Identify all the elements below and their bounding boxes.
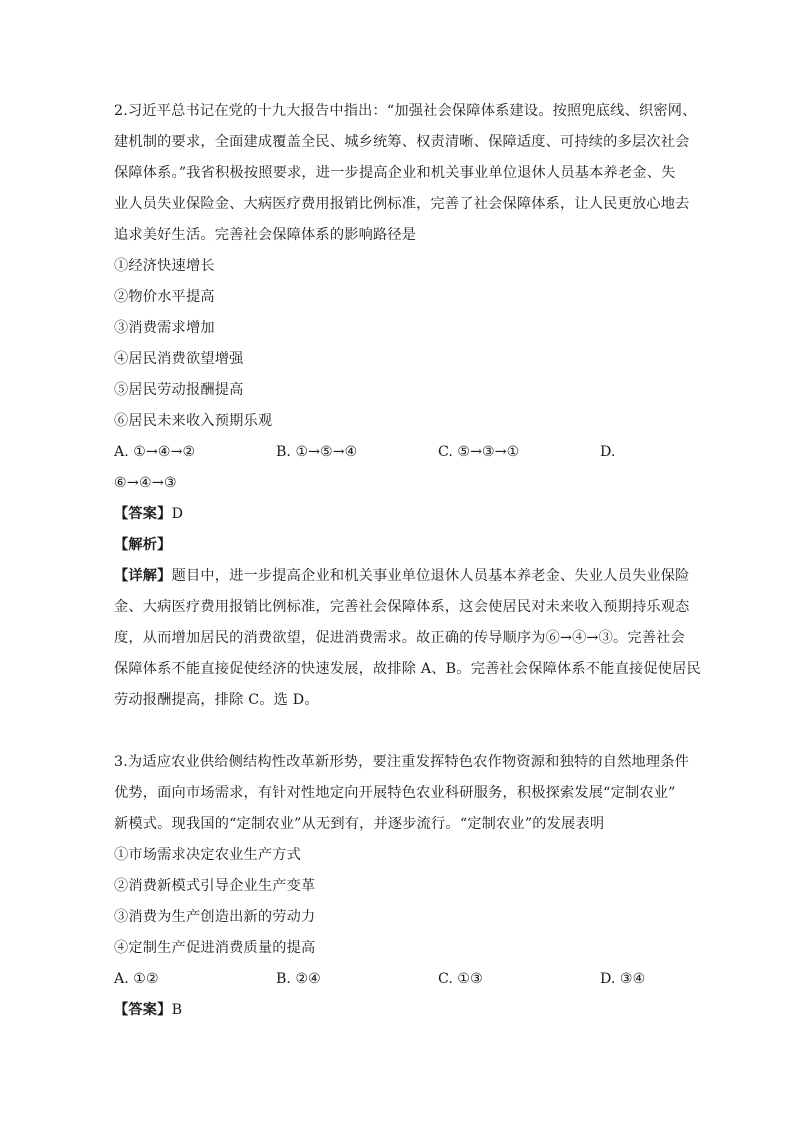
answer-value: D: [171, 506, 184, 522]
analysis-label: 【解析】: [114, 537, 172, 553]
spacer: [114, 716, 686, 747]
q2-answer: [114, 499, 686, 530]
q3-item: ②消费新模式引导企业生产变革: [114, 878, 316, 894]
q2-option-b: B. ①→⑤→④: [276, 444, 358, 460]
q2-detail-line: 保障体系不能直接促使经济的快速发展，故排除 A、B。完善社会保障体系不能直接促使居民: [114, 661, 701, 677]
q2-stem-line: 业人员失业保险金、大病医疗费用报销比例标准，完善了社会保障体系，让人民更放心地去: [114, 196, 690, 212]
question-3: [114, 747, 690, 1026]
q3-stem-line: 新模式。现我国的“定制农业”从无到有，并逐步流行。“定制农业”的发展表明: [114, 816, 605, 832]
q2-item: ⑤居民劳动报酬提高: [114, 382, 244, 398]
q2-options: [114, 437, 686, 468]
q2-stem-line: 建机制的要求，全面建成覆盖全民、城乡统筹、权责清晰、保障适度、可持续的多层次社会: [114, 134, 690, 150]
question-2: [114, 96, 701, 716]
q3-stem-line: 优势，面向市场需求，有针对性地定向开展特色农业科研服务，积极探索发展“定制农业”: [114, 785, 676, 801]
q3-options: [114, 964, 686, 995]
q2-detail-line: 金、大病医疗费用报销比例标准，完善社会保障体系，这会使居民对未来收入预期持乐观态: [114, 599, 690, 615]
answer-value: B: [171, 1002, 183, 1018]
document-content: [114, 96, 701, 1026]
q2-stem-line: 2.习近平总书记在党的十九大报告中指出：“加强社会保障体系建设。按照兜底线、织密网、: [114, 103, 697, 119]
q2-option-d: D.: [600, 444, 616, 460]
q3-option-d: D. ③④: [600, 971, 646, 987]
q3-option-b: B. ②④: [276, 971, 321, 987]
q2-item: ⑥居民未来收入预期乐观: [114, 413, 273, 429]
q2-detail-line: 度，从而增加居民的消费欲望，促进消费需求。故正确的传导顺序为⑥→④→③。完善社会: [114, 630, 685, 646]
q2-item: ④居民消费欲望增强: [114, 351, 244, 367]
q3-option-a: A. ①②: [114, 971, 159, 987]
q3-answer: [114, 995, 686, 1026]
q3-item: ④定制生产促进消费质量的提高: [114, 940, 316, 956]
q2-item: ③消费需求增加: [114, 320, 215, 336]
q2-option-a: A. ①→④→②: [114, 444, 196, 460]
q2-option-d-content: ⑥→④→③: [114, 475, 177, 491]
q3-option-c: C. ①③: [438, 971, 483, 987]
q3-stem-line: 3.为适应农业供给侧结构性改革新形势，要注重发挥特色农作物资源和独特的自然地理条件: [114, 754, 690, 770]
q3-item: ③消费为生产创造出新的劳动力: [114, 909, 316, 925]
q2-detail-line: [114, 561, 690, 592]
detail-text: 题目中，进一步提高企业和机关事业单位退休人员基本养老金、失业人员失业保险: [171, 568, 690, 584]
q2-stem-line: 追求美好生活。完善社会保障体系的影响路径是: [114, 227, 417, 243]
q2-option-c: C. ⑤→③→①: [438, 444, 520, 460]
q2-stem-line: 保障体系。”我省积极按照要求，进一步提高企业和机关事业单位退休人员基本养老金、失: [114, 165, 676, 181]
answer-label: 【答案】: [114, 506, 172, 522]
q2-detail-line: 劳动报酬提高，排除 C。选 D。: [114, 692, 319, 708]
answer-label: 【答案】: [114, 1002, 172, 1018]
q2-item: ①经济快速增长: [114, 258, 215, 274]
q2-item: ②物价水平提高: [114, 289, 215, 305]
detail-label: 【详解】: [114, 568, 172, 584]
q3-item: ①市场需求决定农业生产方式: [114, 847, 302, 863]
